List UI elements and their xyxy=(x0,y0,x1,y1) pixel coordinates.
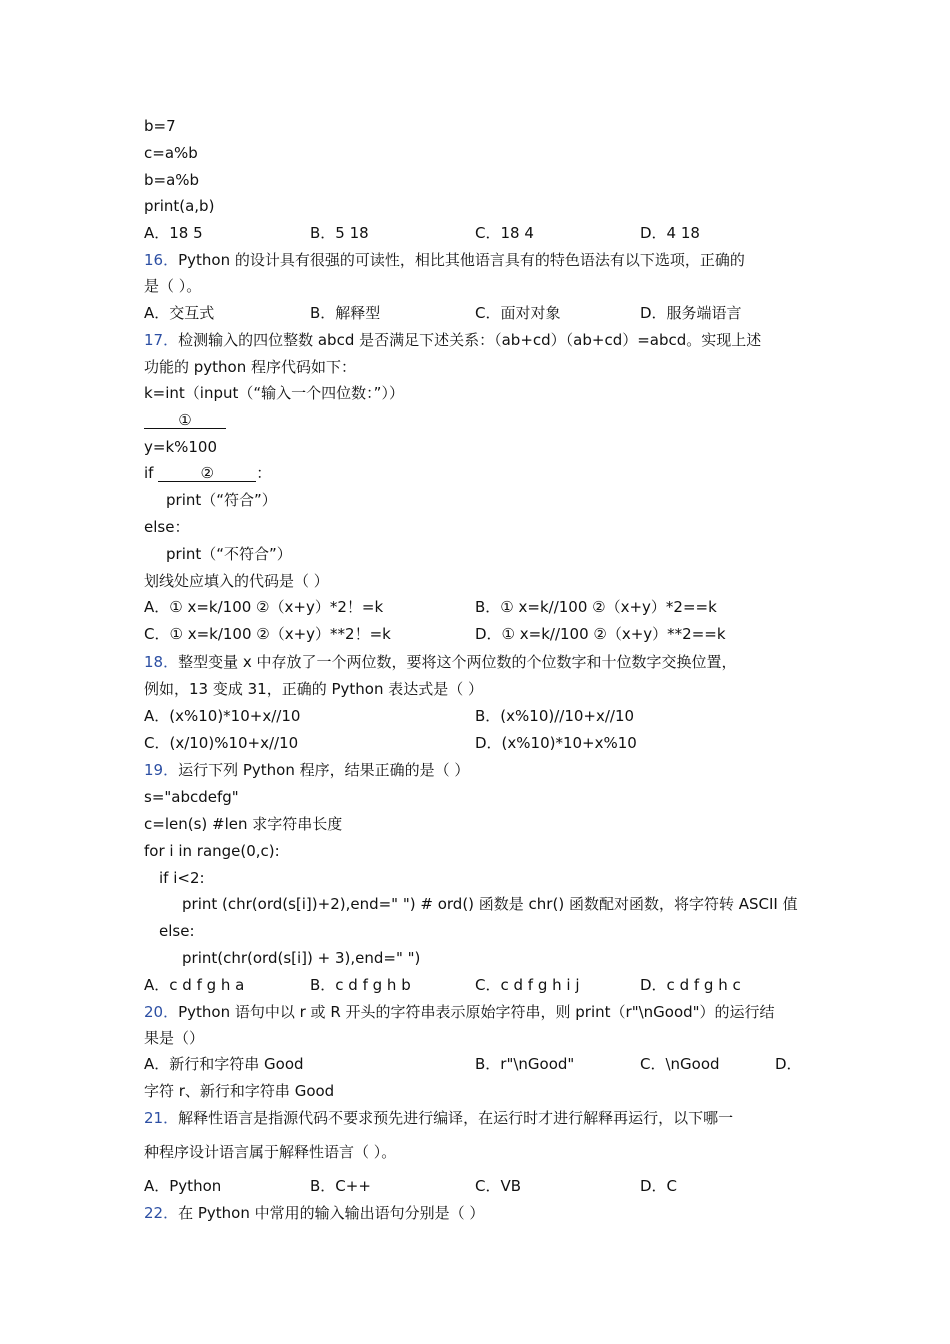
option-c: C．面对对象 xyxy=(475,304,561,322)
option-d: D．C xyxy=(640,1177,678,1195)
question-19-stem xyxy=(144,760,469,780)
code-line: for i in range(0,c): xyxy=(144,842,280,860)
code-text: if xyxy=(144,464,159,482)
question-text: 是（ ）。 xyxy=(144,277,202,295)
option-b: B．解释型 xyxy=(310,304,381,322)
question-20-stem xyxy=(144,1002,775,1022)
code-line: b=a%b xyxy=(144,171,200,189)
option-a: A．c d f g h a xyxy=(144,976,245,994)
fill-blank-2: ② xyxy=(158,463,256,482)
question-text: 例如，13 变成 31，正确的 Python 表达式是（ ） xyxy=(144,680,484,698)
question-text: 运行下列 Python 程序，结果正确的是（ ） xyxy=(178,761,470,779)
question-22-stem xyxy=(144,1203,484,1223)
question-number: 17． xyxy=(144,331,179,349)
code-line: else： xyxy=(144,518,190,536)
question-text: 划线处应填入的代码是（ ） xyxy=(144,572,329,590)
option-c: C．c d f g h i j xyxy=(475,976,580,994)
code-line: k=int（input（“输入一个四位数：”）） xyxy=(144,384,404,402)
code-line: print(chr(ord(s[i]) + 3),end=" ") xyxy=(182,949,421,967)
code-line: b=7 xyxy=(144,117,176,135)
option-a: A．新行和字符串 Good xyxy=(144,1055,304,1073)
question-text: 在 Python 中常用的输入输出语句分别是（ ） xyxy=(178,1204,485,1222)
option-a: A．(x%10)*10+x//10 xyxy=(144,707,301,725)
option-b: B．5 18 xyxy=(310,224,369,242)
option-d: D．(x%10)*10+x%10 xyxy=(475,734,637,752)
code-line: c=a%b xyxy=(144,144,198,162)
option-b: B．(x%10)//10+x//10 xyxy=(475,707,635,725)
code-line: else: xyxy=(159,922,195,940)
question-number: 20． xyxy=(144,1003,179,1021)
code-line xyxy=(144,463,271,483)
code-line: print(a,b) xyxy=(144,197,215,215)
question-text: Python 语句中以 r 或 R 开头的字符串表示原始字符串，则 print（r"\nGood"）的运行结 xyxy=(178,1003,775,1021)
question-text: 检测输入的四位整数 abcd 是否满足下述关系：（ab+cd）（ab+cd）=abcd。实现上述 xyxy=(178,331,762,349)
question-text: 种程序设计语言属于解释性语言（ ）。 xyxy=(144,1143,397,1161)
option-c: C．\nGood xyxy=(640,1055,720,1073)
question-text: 果是（） xyxy=(144,1029,205,1047)
code-line: if i<2: xyxy=(159,869,205,887)
option-a: A．① x=k/100 ②（x+y）*2！=k xyxy=(144,598,384,616)
option-d: D．4 18 xyxy=(640,224,700,242)
option-a: A．Python xyxy=(144,1177,222,1195)
option-b: B．① x=k//100 ②（x+y）*2==k xyxy=(475,598,717,616)
code-line: c=len(s) #len 求字符串长度 xyxy=(144,815,343,833)
code-line: s="abcdefg" xyxy=(144,788,239,806)
question-number: 21． xyxy=(144,1109,179,1127)
code-line xyxy=(144,410,226,430)
option-c: C．18 4 xyxy=(475,224,534,242)
option-c: C．① x=k/100 ②（x+y）**2！=k xyxy=(144,625,391,643)
code-line: y=k%100 xyxy=(144,438,218,456)
question-17-stem xyxy=(144,330,761,350)
question-text: 解释性语言是指源代码不要求预先进行编译，在运行时才进行解释再运行，以下哪一 xyxy=(178,1109,734,1127)
question-text: 整型变量 x 中存放了一个两位数，要将这个两位数的个位数字和十位数字交换位置， xyxy=(178,653,737,671)
option-d-continued: 字符 r、新行和字符串 Good xyxy=(144,1082,335,1100)
option-b: B．C++ xyxy=(310,1177,371,1195)
code-line: print (chr(ord(s[i])+2),end=" ") # ord() 函数是 chr() 函数配对函数，将字符转 ASCII 值 xyxy=(182,895,798,913)
question-21-stem xyxy=(144,1108,733,1128)
option-c: C．(x/10)%10+x//10 xyxy=(144,734,299,752)
option-b: B．r"\nGood" xyxy=(475,1055,575,1073)
question-number: 19． xyxy=(144,761,179,779)
question-text: 功能的 python 程序代码如下： xyxy=(144,358,357,376)
option-d: D．① x=k//100 ②（x+y）**2==k xyxy=(475,625,726,643)
question-number: 16． xyxy=(144,251,179,269)
question-number: 18． xyxy=(144,653,179,671)
question-16-stem xyxy=(144,250,745,270)
option-d: D．服务端语言 xyxy=(640,304,742,322)
option-b: B．c d f g h b xyxy=(310,976,411,994)
fill-blank-1: ① xyxy=(144,410,226,429)
question-number: 22． xyxy=(144,1204,179,1222)
code-line: print（“不符合”） xyxy=(166,545,292,563)
option-a: A．交互式 xyxy=(144,304,215,322)
option-c: C．VB xyxy=(475,1177,522,1195)
question-18-stem xyxy=(144,652,737,672)
code-line: print（“符合”） xyxy=(166,491,277,509)
code-text: ： xyxy=(256,464,272,482)
question-text: Python 的设计具有很强的可读性，相比其他语言具有的特色语法有以下选项，正确的 xyxy=(178,251,745,269)
option-d: D．c d f g h c xyxy=(640,976,741,994)
option-d: D． xyxy=(775,1055,802,1073)
option-a: A．18 5 xyxy=(144,224,203,242)
